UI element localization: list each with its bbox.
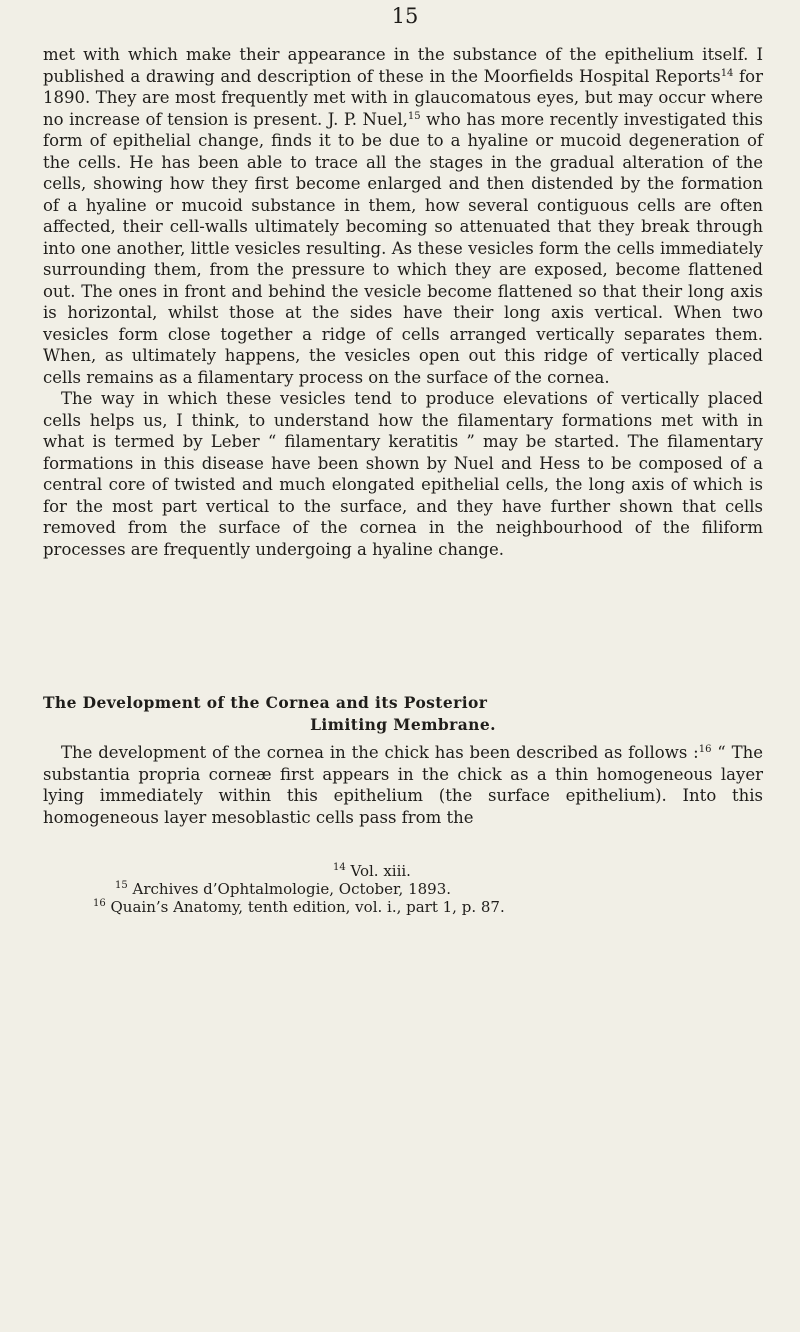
footnote-number: 15 (115, 880, 128, 891)
paragraph-1-part-2: for 1890. They are most frequently met with in glaucomatous eyes, but may occur where no increase of tension is present. J. P. Nuel, (43, 66, 763, 129)
section-heading-line-2: Limiting Membrane. (310, 714, 496, 734)
paragraph-filamentary: The way in which these vesicles tend to produce elevations of vertically placed cells helps us, I think, to understand how the filamentary formations met with in what is termed by Leber “ filamentary keratitis ” may be started. The filamentary formations in this disease have been shown by Nuel and Hess to be composed of a central core of twisted and much elongated epithelial cells, the long axis of which is for the most part vertical to the surface, and they have further shown that cells removed from the surface of the cornea in the neighbourhood of the filiform processes are frequently undergoing a hyaline change. (43, 389, 763, 559)
main-text (43, 44, 763, 560)
paragraph-3-part-2: “ The substantia propria corneæ first appears in the chick as a thin homogeneous layer lying immediately within this epithelium (the surface epithelium). Into this homogeneous layer mesoblastic cells pass from the (43, 743, 763, 827)
section-heading (43, 692, 763, 735)
section-heading-line-1: The Development of the Cornea and its Posterior (43, 693, 488, 712)
paragraph-epithelium (43, 44, 763, 388)
footnote-16 (43, 898, 763, 916)
footnote-text: Vol. xiii. (345, 862, 411, 880)
footnote-text: Quain’s Anatomy, tenth edition, vol. i., part 1, p. 87. (105, 898, 505, 916)
footnote-number: 14 (333, 862, 346, 873)
footnote-ref-16: 16 (698, 744, 712, 755)
paragraph-3-part-1: The development of the cornea in the chick has been described as follows : (61, 743, 699, 762)
footnote-text: Archives d’Ophtalmologie, October, 1893. (127, 880, 452, 898)
footnote-ref-15: 15 (407, 110, 421, 122)
paragraph-1-part-3: who has more recently investigated this form of epithelial change, finds it to be due to a hyaline or mucoid degeneration of the cells. He has been able to trace all the stages in the gradual alteration of the cells, showing how they first become enlarged and then distended by the formation of a hyaline or mucoid substance in them, how several contiguous cells are often affected, their cell-walls ultimately becoming so attenuated that they break through into one another, little vesicles resulting. As these vesicles form the cells immediately surrounding them, from the pressure to which they are exposed, become flattened out. The ones in front and behind the vesicle become flattened so that their long axis is horizontal, whilst those at the sides have their long axis vertical. When two vesicles form close together a ridge of cells arranged vertically separates them. When, as ultimately happens, the vesicles open out this ridge of vertically placed cells remains as a filamentary process on the surface of the cornea. (43, 109, 763, 387)
section-text (43, 742, 763, 828)
page-number: 15 (391, 4, 419, 28)
paragraph-development (43, 742, 763, 828)
paragraph-1-part-1: met with which make their appearance in the substance of the epithelium itself. I published a drawing and description of these in the Moorfields Hospital Reports (43, 45, 763, 86)
footnote-ref-14: 14 (720, 67, 734, 79)
footnotes (43, 862, 763, 916)
footnote-15 (43, 880, 763, 898)
footnote-number: 16 (93, 898, 106, 909)
footnote-14 (43, 862, 763, 880)
